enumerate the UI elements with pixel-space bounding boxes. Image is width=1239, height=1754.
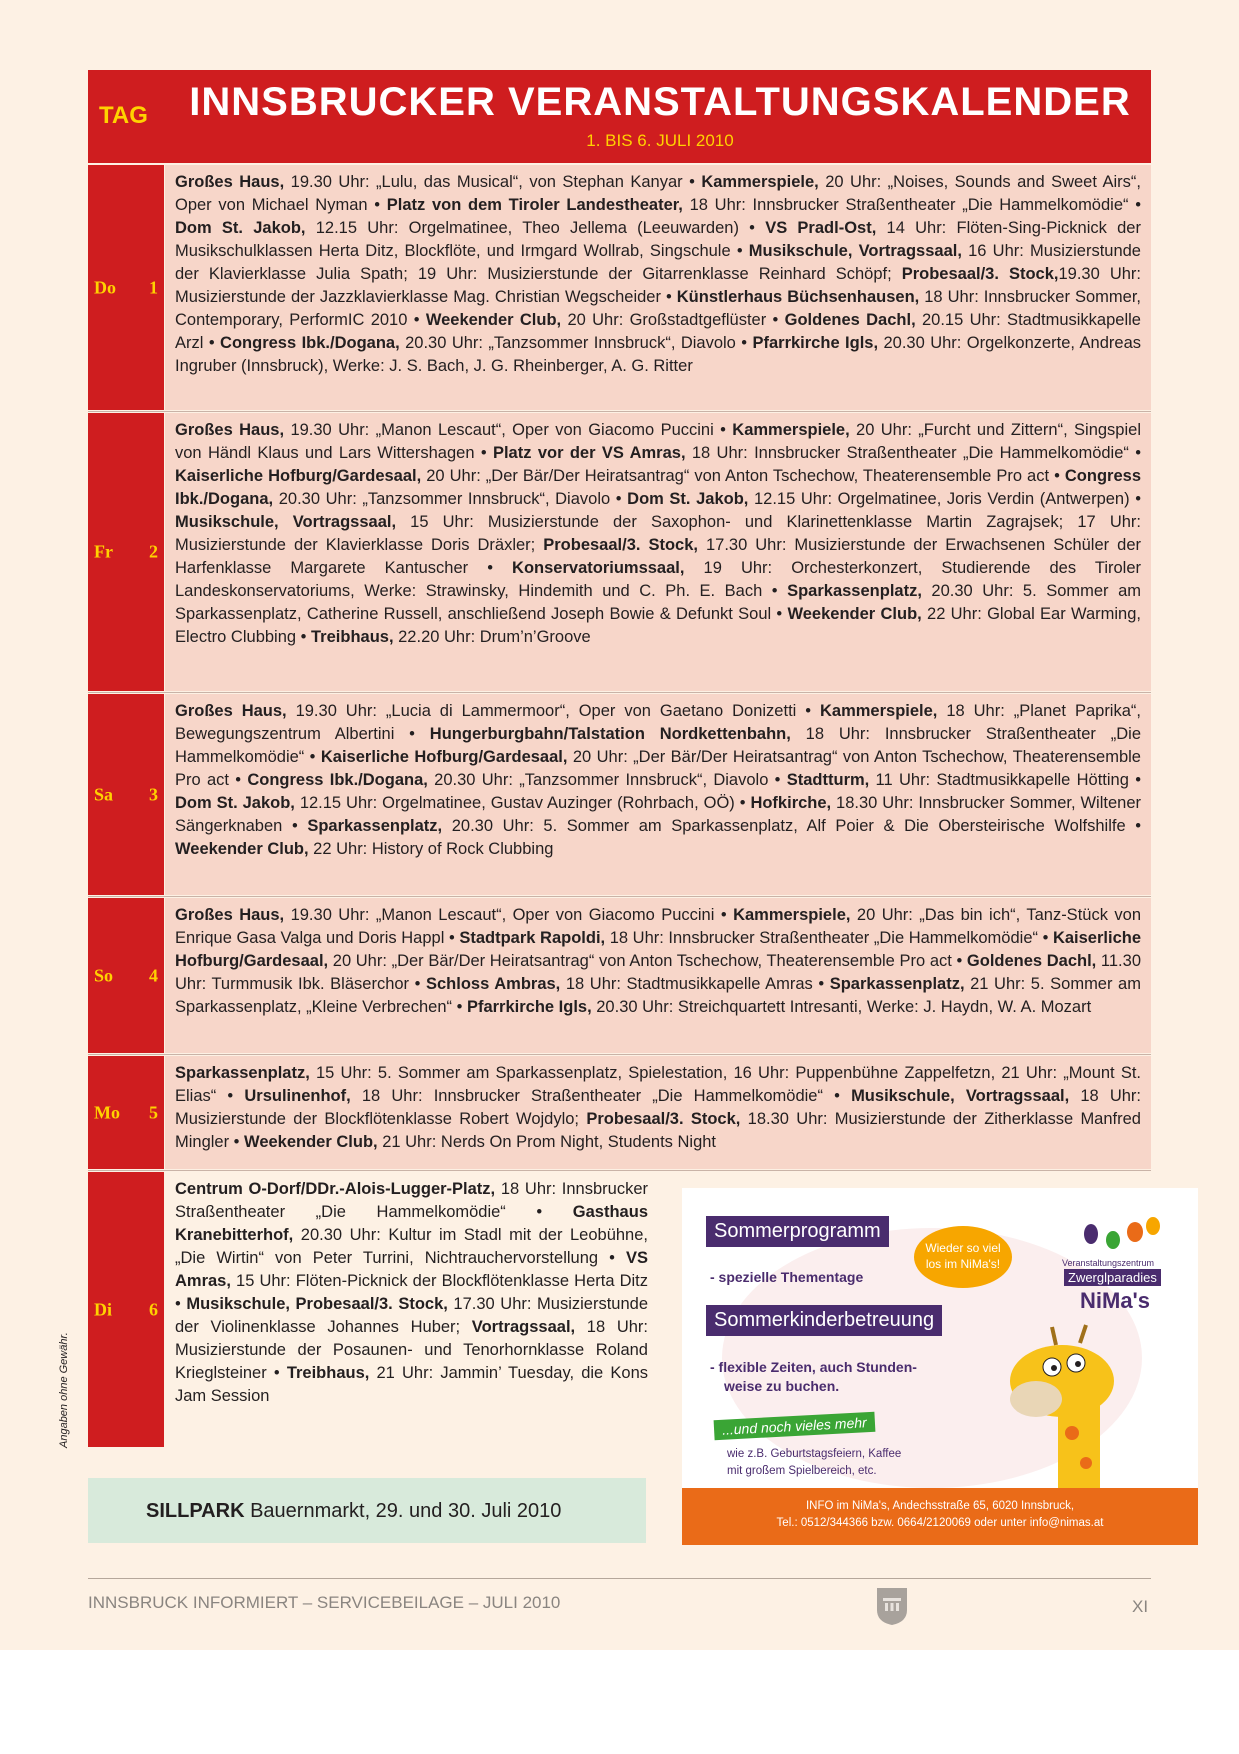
day-cell xyxy=(88,898,164,1053)
day-name: Mo xyxy=(94,1102,120,1122)
events-text: Großes Haus, 19.30 Uhr: „Lulu, das Musical“, von Stephan Kanyar • Kammerspiele, 20 Uhr: „Noises, Sounds and Sweet Airs“, Oper von Michael Nyman • Platz von dem Tiroler Landestheater, 18 Uhr: Innsbrucker Straßentheater „Die Hammelkomödie“ • Dom St. Jakob, 12.15 Uhr: Orgelmatinee, Theo Jellema (Leeuwarden) • VS Pradl-Ost, 14 Uhr: Flöten-Sing-Picknick der Musikschulklassen Herta Ditz, Blockflöte, und Irmgard Wollrab, Singschule • Musikschule, Vortragssaal, 16 Uhr: Musizierstunde der Klavierklasse Julia Spath; 19 Uhr: Musizierstunde der Gitarrenklasse Reinhard Schöpf; Probesaal/3. Stock,19.30 Uhr: Musizierstunde der Jazzklavierklasse Mag. Christian Wegscheider • Künstlerhaus Büchsenhausen, 18 Uhr: Innsbrucker Sommer, Contemporary, PerformIC 2010 • Weekender Club, 20 Uhr: Großstadtgeflüster • Goldenes Dachl, 20.15 Uhr: Stadtmusikkapelle Arzl • Congress Ibk./Dogana, 20.30 Uhr: „Tanzsommer Innsbruck“, Diavolo • Pfarrkirche Igls, 20.30 Uhr: Orgelkonzerte, Andreas Ingruber (Innsbruck), Werke: J. S. Bach, J. G. Rheinberger, A. G. Ritter xyxy=(175,173,1141,375)
day-number: 6 xyxy=(149,1299,158,1319)
day-row-5 xyxy=(88,1056,1151,1169)
sillpark-box xyxy=(88,1478,646,1543)
ad-item-flexible-times-cont: weise zu buchen. xyxy=(724,1378,840,1394)
day-events xyxy=(165,165,1151,410)
page-title: INNSBRUCKER VERANSTALTUNGSKALENDER xyxy=(189,80,1131,124)
tag-label: TAG xyxy=(99,102,148,129)
day-cell xyxy=(88,165,164,410)
day-events xyxy=(165,1056,1151,1169)
day-number: 3 xyxy=(149,784,158,804)
day-row-1 xyxy=(88,165,1151,410)
day-cell xyxy=(88,413,164,691)
day-events xyxy=(165,1172,658,1447)
day-name: So xyxy=(94,965,114,985)
day-cell xyxy=(88,694,164,895)
ad-item-theme-days: - spezielle Thementage xyxy=(710,1269,864,1285)
calendar-header xyxy=(88,70,1151,163)
date-range: 1. BIS 6. JULI 2010 xyxy=(586,131,734,150)
day-row-4 xyxy=(88,898,1151,1053)
day-events xyxy=(165,694,1151,895)
ad-address: INFO im NiMa's, Andechsstraße 65, 6020 Innsbruck, xyxy=(805,1500,1075,1512)
day-name: Do xyxy=(94,277,116,297)
sillpark-text xyxy=(146,1500,561,1523)
events-text: Großes Haus, 19.30 Uhr: „Manon Lescaut“, Oper von Giacomo Puccini • Kammerspiele, 20 Uhr: „Furcht und Zittern“, Singspiel von Händl Klaus und Lars Wittershagen • Platz vor der VS Amras, 18 Uhr: Innsbrucker Straßentheater „Die Hammelkomödie“ • Kaiserliche Hofburg/Gardesaal, 20 Uhr: „Der Bär/Der Heiratsantrag“ von Anton Tschechow, Theaterensemble Pro act • Congress Ibk./Dogana, 20.30 Uhr: „Tanzsommer Innsbruck“, Diavolo • Dom St. Jakob, 12.15 Uhr: Orgelmatinee, Joris Verdin (Antwerpen) • Musikschule, Vortragssaal, 15 Uhr: Musizierstunde der Saxophon- und Klarinettenklasse Martin Zagrajsek; 17 Uhr: Musizierstunde der Klavierklasse Doris Dräxler; Probesaal/3. Stock, 17.30 Uhr: Musizierstunde der Erwachsenen Schüler der Harfenklasse Margarete Kantuscher • Konservatoriumssaal, 19 Uhr: Orchesterkonzert, Studierende des Tiroler Landeskonservatoriums, Werke: Strawinsky, Hindemith und C. Ph. E. Bach • Sparkassenplatz, 20.30 Uhr: 5. Sommer am Sparkassenplatz, Catherine Russell, anschließend Joseph Bowie & Defunkt Soul • Weekender Club, 22 Uhr: Global Ear Warming, Electro Clubbing • Treibhaus, 22.20 Uhr: Drum’n’Groove xyxy=(175,421,1141,646)
ad-small-line-2: mit großem Spielbereich, etc. xyxy=(727,1465,877,1477)
day-name: Fr xyxy=(94,541,113,562)
ad-heading-summer-program: Sommerprogramm xyxy=(706,1216,889,1247)
day-events xyxy=(165,413,1151,691)
ad-heading-childcare: Sommerkinderbetreuung xyxy=(706,1305,942,1336)
row-divider xyxy=(88,411,1151,412)
nimas-advertisement xyxy=(682,1188,1198,1545)
day-cell xyxy=(88,1056,164,1169)
row-divider xyxy=(88,896,1151,897)
day-row-6 xyxy=(88,1172,658,1447)
footer-publication: INNSBRUCK INFORMIERT – SERVICEBEILAGE – JULI 2010 xyxy=(88,1593,561,1612)
day-number: 4 xyxy=(149,965,158,985)
footer-divider xyxy=(88,1578,1151,1579)
day-name: Sa xyxy=(94,784,114,804)
day-number: 5 xyxy=(149,1102,158,1122)
events-text: Großes Haus, 19.30 Uhr: „Manon Lescaut“, Oper von Giacomo Puccini • Kammerspiele, 20 Uhr: „Das bin ich“, Tanz-Stück von Enrique Gasa Valga und Doris Happl • Stadtpark Rapoldi, 18 Uhr: Innsbrucker Straßentheater „Die Hammelkomödie“ • Kaiserliche Hofburg/Gardesaal, 20 Uhr: „Der Bär/Der Heiratsantrag“ von Anton Tschechow, Theaterensemble Pro act • Goldenes Dachl, 11.30 Uhr: Turmmusik Ibk. Bläserchor • Schloss Ambras, 18 Uhr: Stadtmusikkapelle Amras • Sparkassenplatz, 21 Uhr: 5. Sommer am Sparkassenplatz, „Kleine Verbrechen“ • Pfarrkirche Igls, 20.30 Uhr: Streichquartett Intresanti, Werke: J. Haydn, W. A. Mozart xyxy=(175,906,1142,1016)
day-number: 1 xyxy=(149,277,158,297)
ad-phone: Tel.: 0512/344366 bzw. 0664/2120069 oder unter info@nimas.at xyxy=(776,1517,1104,1529)
day-row-2 xyxy=(88,413,1151,691)
bubble-line-1: Wieder so viel xyxy=(925,1241,1001,1255)
events-text: Sparkassenplatz, 15 Uhr: 5. Sommer am Sparkassenplatz, Spielestation, 16 Uhr: Puppenbühne Zappelfetzn, 21 Uhr: „Mount St. Elias“ • Ursulinenhof, 18 Uhr: Innsbrucker Straßentheater „Die Hammelkomödie“ • Musikschule, Vortragssaal, 18 Uhr: Musizierstunde der Blockflötenklasse Robert Wojdylo; Probesaal/3. Stock, 18.30 Uhr: Musizierstunde der Zitherklasse Manfred Mingler • Weekender Club, 21 Uhr: Nerds On Prom Night, Students Night xyxy=(175,1064,1142,1151)
ad-logo-text: NiMa's xyxy=(1080,1288,1151,1313)
day-row-3 xyxy=(88,694,1151,895)
row-divider xyxy=(88,692,1151,693)
bubble-line-2: los im NiMa's! xyxy=(925,1257,1001,1271)
ad-speech-bubble xyxy=(914,1226,1012,1288)
row-divider xyxy=(88,1054,1151,1055)
ad-more-banner: ...und noch vieles mehr xyxy=(714,1412,876,1440)
footprints-icon xyxy=(1077,1210,1167,1254)
events-text: Großes Haus, 19.30 Uhr: „Lucia di Lammermoor“, Oper von Gaetano Donizetti • Kammerspiele, 18 Uhr: „Planet Paprika“, Bewegungszentrum Albertini • Hungerburgbahn/Talstation Nordkettenbahn, 18 Uhr: Innsbrucker Straßentheater „Die Hammelkomödie“ • Kaiserliche Hofburg/Gardesaal, 20 Uhr: „Der Bär/Der Heiratsantrag“ von Anton Tschechow, Theaterensemble Pro act • Congress Ibk./Dogana, 20.30 Uhr: „Tanzsommer Innsbruck“, Diavolo • Stadtturm, 11 Uhr: Stadtmusikkapelle Hötting • Dom St. Jakob, 12.15 Uhr: Orgelmatinee, Gustav Auzinger (Rohrbach, OÖ) • Hofkirche, 18.30 Uhr: Innsbrucker Sommer, Wiltener Sängerknaben • Sparkassenplatz, 20.30 Uhr: 5. Sommer am Sparkassenplatz, Alf Poier & Die Obersteirische Wolfshilfe • Weekender Club, 22 Uhr: History of Rock Clubbing xyxy=(175,702,1142,858)
day-events xyxy=(165,898,1151,1053)
events-text: Centrum O-Dorf/DDr.-Alois-Lugger-Platz, 18 Uhr: Innsbrucker Straßentheater „Die Hammelkomödie“ • Gasthaus Kranebitterhof, 20.30 Uhr: Kultur im Stadl mit der Leobühne, „Die Wirtin“ von Peter Turrini, Nichtrauchervorstellung • VS Amras, 15 Uhr: Flöten-Picknick der Blockflötenklasse Herta Ditz • Musikschule, Probesaal/3. Stock, 17.30 Uhr: Musizierstunde der Violinenklasse Johannes Huber; Vortragssaal, 18 Uhr: Musizierstunde der Posaunen- und Tenorhornklasse Roland Krieglsteiner • Treibhaus, 21 Uhr: Jammin’ Tuesday, die Kons Jam Session xyxy=(175,1180,649,1405)
ad-contact-footer xyxy=(682,1488,1198,1545)
ad-small-text xyxy=(727,1446,901,1480)
ad-org-caption: Veranstaltungszentrum xyxy=(1062,1258,1155,1268)
disclaimer-note: Angaben ohne Gewähr. xyxy=(58,1332,70,1448)
ad-item-flexible-times: - flexible Zeiten, auch Stunden- xyxy=(710,1359,917,1375)
ad-org-name: Zwerglparadies xyxy=(1064,1269,1161,1286)
row-divider xyxy=(88,1170,1151,1171)
day-name: Di xyxy=(94,1299,112,1319)
page-number: XI xyxy=(1132,1597,1149,1616)
day-number: 2 xyxy=(149,541,158,562)
ad-small-line-1: wie z.B. Geburtstagsfeiern, Kaffee xyxy=(727,1448,902,1460)
day-cell xyxy=(88,1172,164,1447)
giraffe-icon xyxy=(982,1323,1142,1489)
sillpark-name: SILLPARK xyxy=(146,1500,245,1522)
sillpark-detail: Bauernmarkt, 29. und 30. Juli 2010 xyxy=(244,1500,562,1522)
city-crest-icon xyxy=(875,1586,909,1626)
